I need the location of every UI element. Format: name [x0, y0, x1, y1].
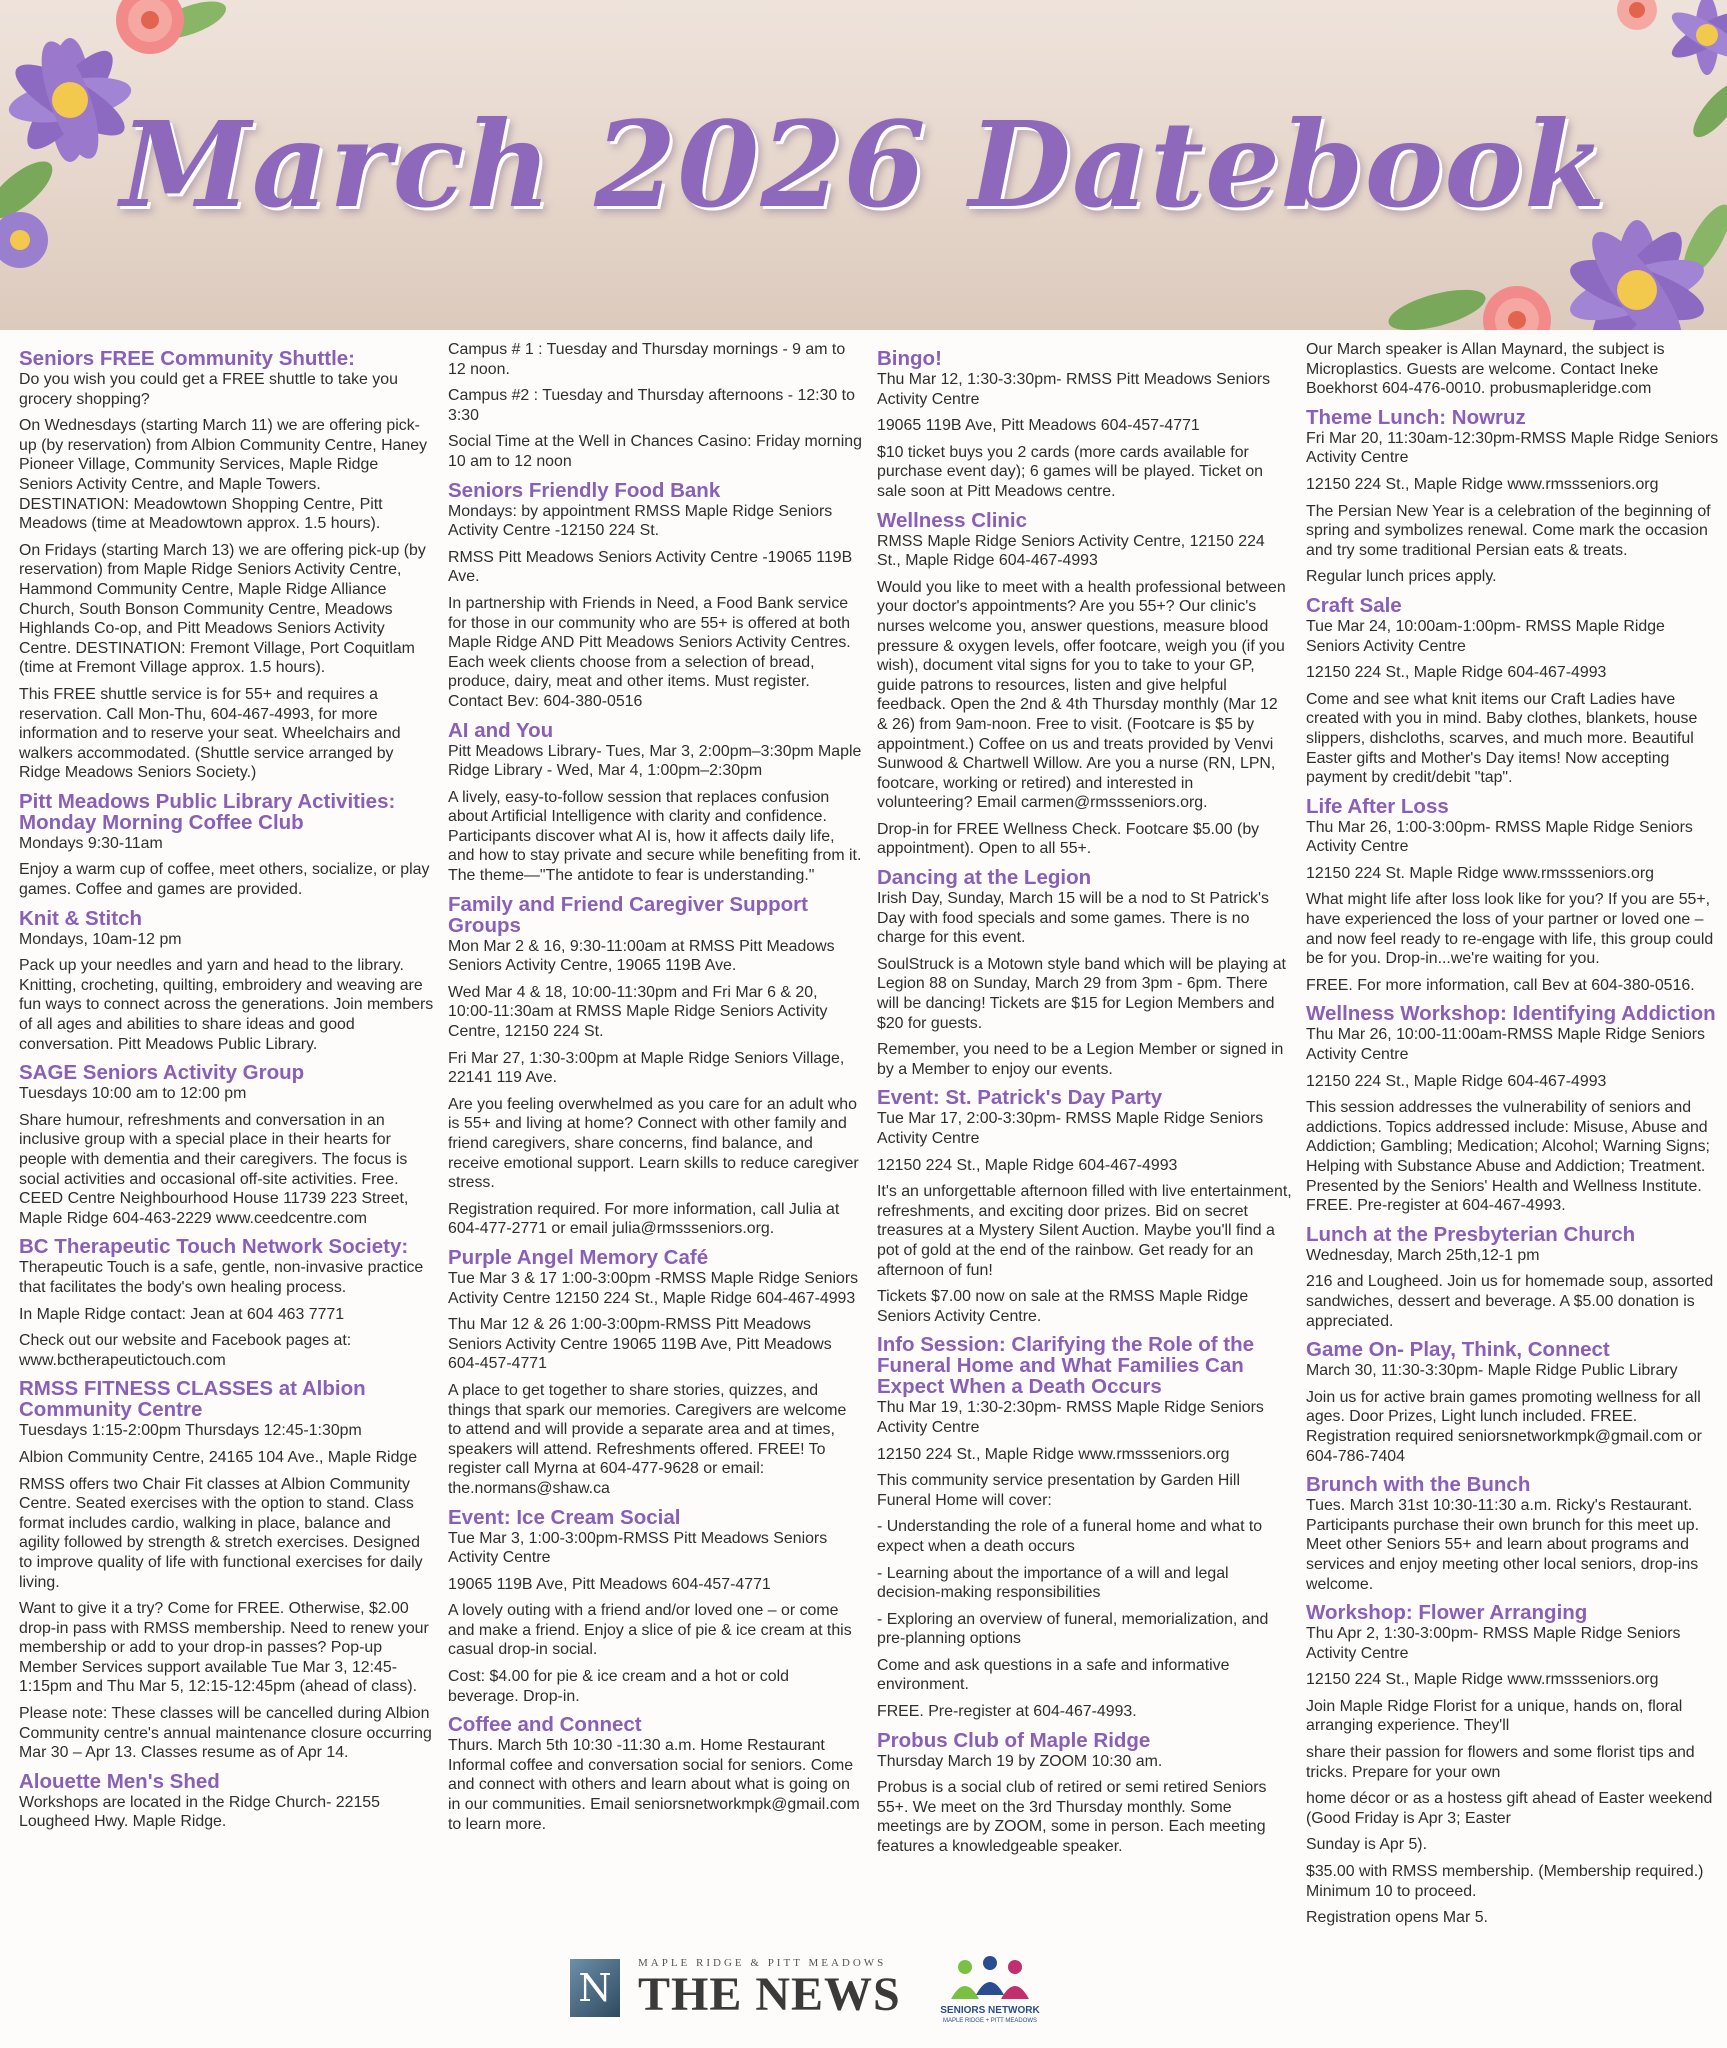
event-text: Please note: These classes will be cancelled during Albion Community centre's annual maintenance closure occurring Mar 30 – Apr 13. Classes resume as of Apr 14. — [19, 1705, 432, 1762]
event-heading: Seniors FREE Community Shuttle: — [19, 347, 355, 370]
event-heading: Seniors Friendly Food Bank — [448, 478, 721, 502]
event-text: Albion Community Centre, 24165 104 Ave., Maple Ridge — [19, 1448, 418, 1466]
event-text: 12150 224 St., Maple Ridge 604-467-4993 — [1306, 1072, 1607, 1090]
event-text: 19065 119B Ave, Pitt Meadows 604-457-4771 — [448, 1575, 771, 1593]
people-icon — [935, 1955, 1045, 2007]
event-text: Mondays 9:30-11am — [19, 834, 163, 852]
event-text: In Maple Ridge contact: Jean at 604 463 7771 — [19, 1305, 345, 1323]
news-logo-subtitle: MAPLE RIDGE & PITT MEADOWS — [638, 1957, 887, 1969]
event-text: Tuesdays 1:15-2:00pm Thursdays 12:45-1:30pm — [19, 1422, 362, 1440]
event-text: FREE. Pre-register at 604-467-4993. — [877, 1703, 1137, 1721]
event-text: Thu Mar 12, 1:30-3:30pm- RMSS Pitt Meadows Seniors Activity Centre — [877, 371, 1271, 408]
event-text: Thu Apr 2, 1:30-3:00pm- RMSS Maple Ridge Seniors Activity Centre — [1306, 1625, 1681, 1662]
event-text: home décor or as a hostess gift ahead of Easter weekend (Good Friday is Apr 3; Easter — [1306, 1790, 1713, 1827]
event-text: Fri Mar 27, 1:30-3:00pm at Maple Ridge Seniors Village, 22141 119 Ave. — [448, 1049, 845, 1087]
seniors-network-subtitle: MAPLE RIDGE + PITT MEADOWS — [942, 2018, 1038, 2024]
event-text: Sunday is Apr 5). — [1306, 1836, 1428, 1854]
event-heading: Pitt Meadows Public Library Activities: Monday Morning Coffee Club — [19, 789, 396, 834]
event-heading: Bingo! — [877, 347, 942, 370]
event-text: Our March speaker is Allan Maynard, the subject is Microplastics. Guests are welcome. Contact Ineke Boekhorst 604-476-0010. probusmapleridge.com — [1306, 341, 1665, 398]
event-text: 12150 224 St., Maple Ridge www.rmssseniors.org — [1306, 475, 1659, 493]
event-text: Mondays, 10am-12 pm — [19, 930, 182, 948]
event-text: Share humour, refreshments and conversation in an inclusive group with a special place in their hearts for people with dementia and their caregivers. The focus is social activities and occasional off-site activities. Free. CEED Centre Neighbourhood House 11739 223 Street, Maple Ridge 604-463-2229 www.ceedcentre.com — [19, 1111, 409, 1227]
event-text: Enjoy a warm cup of coffee, meet others, socialize, or play games. Coffee and games are provided. — [19, 861, 430, 899]
event-heading: Theme Lunch: Nowruz — [1306, 405, 1526, 429]
event-text: Probus is a social club of retired or semi retired Seniors 55+. We meet on the 3rd Thursday monthly. Some meetings are by ZOOM, some in person. Each meeting features a knowledgeable speaker. — [877, 1779, 1267, 1856]
event-heading: Wellness Clinic — [877, 508, 1028, 532]
event-heading: Dancing at the Legion — [877, 866, 1092, 890]
event-text: This session addresses the vulnerability of seniors and addictions. Topics addressed include: Misuse, Abuse and Addiction; Gambling; Medication; Alcohol; Warning Signs; Helping with Substance Abuse and Addiction; Treatment. Presented by the Seniors' Health and Wellness Institute. FREE. Pre-register at 604-467-4993. — [1306, 1099, 1710, 1215]
event-text: Join us for active brain games promoting wellness for all ages. Door Prizes, Light lunch included. FREE. Registration required seniorsnetworkmpk@gmail.com or 604-786-7404 — [1306, 1388, 1702, 1465]
event-heading: Lunch at the Presbyterian Church — [1306, 1222, 1636, 1246]
event-text: Wed Mar 4 & 18, 10:00-11:30pm and Fri Mar 6 & 20, 10:00-11:30am at RMSS Maple Ridge Seniors Activity Centre, 12150 224 St. — [448, 983, 828, 1041]
event-heading: Wellness Workshop: Identifying Addiction — [1306, 1002, 1716, 1026]
event-text: Tue Mar 17, 2:00-3:30pm- RMSS Maple Ridge Seniors Activity Centre — [877, 1110, 1264, 1147]
event-heading: Game On- Play, Think, Connect — [1306, 1338, 1610, 1362]
event-text: In partnership with Friends in Need, a Food Bank service for those in our community who are 55+ is offered at both Maple Ridge AND Pitt Meadows Seniors Activity Centres. Each week clients choose from a selection of bread, produce, dairy, meat and other items. Must register. Contact Bev: 604-380-0516 — [448, 594, 851, 710]
event-text: Mon Mar 2 & 16, 9:30-11:00am at RMSS Pitt Meadows Seniors Activity Centre, 19065 119B Ave. — [448, 937, 835, 975]
event-heading: Coffee and Connect — [448, 1713, 642, 1737]
event-text: Tues. March 31st 10:30-11:30 a.m. Ricky's Restaurant. Participants purchase their own brunch for this meet up. Meet other Seniors 55+ and learn about programs and services and enjoy meeting other local seniors, drop-ins welcome. — [1306, 1497, 1700, 1593]
event-heading: AI and You — [448, 718, 554, 742]
event-text: Registration required. For more information, call Julia at 604-477-2771 or email julia@rmssseniors.org. — [448, 1200, 840, 1238]
event-text: Campus # 1 : Tuesday and Thursday mornings - 9 am to 12 noon. — [448, 341, 846, 378]
event-text: 12150 224 St., Maple Ridge 604-467-4993 — [1306, 664, 1607, 682]
event-text: Thurs. March 5th 10:30 -11:30 a.m. Home Restaurant Informal coffee and conversation social for seniors. Come and connect with others and learn about what is going on in our communities. Email seniorsnetworkmpk@gmail.com to learn more. — [448, 1737, 860, 1833]
event-text: RMSS Maple Ridge Seniors Activity Centre, 12150 224 St., Maple Ridge 604-467-4993 — [877, 532, 1265, 570]
event-text: SoulStruck is a Motown style band which will be playing at Legion 88 on Sunday, March 29 from 3pm - 6pm. There will be dancing! Tickets are $15 for Legion Members and $20 for guests. — [877, 955, 1286, 1032]
event-text: Tue Mar 3, 1:00-3:00pm-RMSS Pitt Meadows Seniors Activity Centre — [448, 1529, 828, 1567]
event-text: Check out our website and Facebook pages at: www.bctherapeutictouch.com — [19, 1332, 352, 1369]
event-heading: Probus Club of Maple Ridge — [877, 1728, 1151, 1752]
event-text: Pack up your needles and yarn and head to the library. Knitting, crocheting, quilting, embroidery and weaving are fun ways to connect across the generations. Join members of all ages and abilities to share ideas and good conversation. Pitt Meadows Public Library. — [19, 957, 434, 1053]
event-text: Cost: $4.00 for pie & ice cream and a hot or cold beverage. Drop-in. — [448, 1668, 789, 1705]
event-text: FREE. For more information, call Bev at 604-380-0516. — [1306, 976, 1695, 994]
event-text: $35.00 with RMSS membership. (Membership required.) Minimum 10 to proceed. — [1306, 1863, 1704, 1900]
event-text: It's an unforgettable afternoon filled with live entertainment, refreshments, and exciting door prizes. Bid on secret treasures at a Mystery Silent Auction. Maybe you'll find a pot of gold at the end of the rainbow. Get ready for an afternoon of fun! — [877, 1183, 1292, 1279]
event-text: Thursday March 19 by ZOOM 10:30 am. — [877, 1752, 1163, 1770]
event-text: Campus #2 : Tuesday and Thursday afternoons - 12:30 to 3:30 — [448, 387, 855, 424]
event-text: Tuesdays 10:00 am to 12:00 pm — [19, 1085, 247, 1103]
event-heading: Purple Angel Memory Café — [448, 1245, 709, 1269]
event-text: Come and ask questions in a safe and informative environment. — [877, 1656, 1230, 1694]
event-text: A lovely outing with a friend and/or loved one – or come and make a friend. Enjoy a slice of pie & ice cream at this casual drop-in social. — [448, 1602, 852, 1659]
event-text: $10 ticket buys you 2 cards (more cards available for purchase event day); 6 games will be played. Ticket on sale soon at Pitt Meadows centre. — [877, 443, 1263, 500]
event-text: Pitt Meadows Library- Tues, Mar 3, 2:00pm–3:30pm Maple Ridge Library - Wed, Mar 4, 1:00pm–2:30pm — [448, 742, 862, 780]
event-heading: Workshop: Flower Arranging — [1306, 1601, 1588, 1625]
news-logo-icon: N — [570, 1959, 620, 2017]
event-heading: Life After Loss — [1306, 794, 1449, 818]
event-text: A lively, easy-to-follow session that replaces confusion about Artificial Intelligence with clarity and confidence. Participants discover what AI is, how it affects daily life, and how to stay private and secure while benefiting from it. The theme—"The antidote to fear is understanding." — [448, 788, 862, 885]
page-title: March 2026 Datebook — [120, 95, 1607, 234]
event-text: The Persian New Year is a celebration of the beginning of spring and symbolizes renewal. Come mark the occasion and try some traditional Persian eats & treats. — [1306, 502, 1711, 559]
event-text: Tue Mar 3 & 17 1:00-3:00pm -RMSS Maple Ridge Seniors Activity Centre 12150 224 St., Maple Ridge 604-467-4993 — [448, 1269, 859, 1307]
footer-logos — [570, 1955, 1050, 2035]
event-text: 12150 224 St. Maple Ridge www.rmssseniors.org — [1306, 864, 1654, 882]
event-text: A place to get together to share stories, quizzes, and things that spark our memories. Caregivers are welcome to attend and will provide a separate area and at times, speakers will attend. Refreshments offered. FREE! To register call Myrna at 604-477-9628 or email: the.normans@shaw.ca — [448, 1381, 847, 1497]
event-text: Want to give it a try? Come for FREE. Otherwise, $2.00 drop-in pass with RMSS membership. Need to renew your membership or add to your drop-in passes? Pop-up Member Services support available Tue Mar 3, 12:45-1:15pm and Thu Mar 5, 12:15-12:45pm (ahead of class). — [19, 1600, 429, 1696]
event-heading: Knit & Stitch — [19, 906, 142, 930]
event-text: Drop-in for FREE Wellness Check. Footcare $5.00 (by appointment). Open to all 55+. — [877, 820, 1260, 858]
event-heading: Alouette Men's Shed — [19, 1769, 220, 1793]
column-2 — [448, 340, 863, 1841]
event-text: 12150 224 St., Maple Ridge www.rmssseniors.org — [1306, 1671, 1659, 1689]
event-text: Remember, you need to be a Legion Member or signed in by a Member to enjoy our events. — [877, 1041, 1284, 1078]
seniors-network-logo — [935, 1955, 1045, 2031]
event-text: Wednesday, March 25th,12-1 pm — [1306, 1246, 1540, 1264]
event-text: - Learning about the importance of a will and legal decision-making responsibilities — [877, 1564, 1229, 1602]
event-text: share their passion for flowers and some florist tips and tricks. Prepare for your own — [1306, 1744, 1695, 1781]
event-text: Thu Mar 26, 1:00-3:00pm- RMSS Maple Ridge Seniors Activity Centre — [1306, 818, 1693, 856]
event-text: 216 and Lougheed. Join us for homemade soup, assorted sandwiches, dessert and beverage. A $5.00 donation is appreciated. — [1306, 1273, 1714, 1330]
event-text: Join Maple Ridge Florist for a unique, hands on, floral arranging experience. They'll — [1306, 1697, 1683, 1735]
seniors-network-name: SENIORS NETWORK — [940, 2005, 1040, 2016]
event-text: Do you wish you could get a FREE shuttle to take you grocery shopping? — [19, 371, 398, 408]
event-text: On Wednesdays (starting March 11) we are offering pick-up (by reservation) from Albion Community Centre, Haney Pioneer Village, Community Services, Maple Ridge Seniors Activity Centre, and Maple Towers. DESTINATION: Meadowtown Shopping Centre, Pitt Meadows (time at Meadowtown approx. 1.5 hours). — [19, 417, 428, 533]
event-text: Workshops are located in the Ridge Church- 22155 Lougheed Hwy. Maple Ridge. — [19, 1793, 380, 1831]
event-text: Would you like to meet with a health professional between your doctor's appointments? Are you 55+? Our clinic's nurses welcome you, answer questions, measure blood pressure & oxygen levels, offer footcare, weigh you (if you wish), document vital signs for you to take to your GP, guide patrons to resources, listen and give helpful feedback. Open the 2nd & 4th Thursday monthly (Mar 12 & 26) from 9am-noon. Free to visit. (Footcare is $5 by appointment.) Coffee on us and treats provided by Venvi Sunwood & Chartwell Willow. Are you a nurse (RN, LPN, footcare, working or retired) and interested in volunteering? Email carmen@rmssseniors.org. — [877, 578, 1286, 812]
column-3 — [877, 340, 1292, 1864]
event-text: Thu Mar 26, 10:00-11:00am-RMSS Maple Ridge Seniors Activity Centre — [1306, 1026, 1705, 1064]
event-heading: BC Therapeutic Touch Network Society: — [19, 1235, 409, 1259]
event-heading: RMSS FITNESS CLASSES at Albion Community Centre — [19, 1377, 366, 1422]
column-1 — [19, 340, 434, 1839]
event-text: What might life after loss look like for you? If you are 55+, have experienced the loss of your partner or loved one – and now feel ready to re-engage with life, this group could be for you. Drop-in...we're waiting for you. — [1306, 891, 1714, 968]
event-text: Regular lunch prices apply. — [1306, 568, 1497, 586]
event-heading: Info Session: Clarifying the Role of the Funeral Home and What Families Can Expect When a Death Occurs — [877, 1333, 1254, 1399]
event-text: March 30, 11:30-3:30pm- Maple Ridge Public Library — [1306, 1362, 1678, 1380]
event-text: On Fridays (starting March 13) we are offering pick-up (by reservation) from Maple Ridge Seniors Activity Centre, Hammond Community Centre, Maple Ridge Alliance Church, South Bonson Community Centre, Meadows Highlands Co-op, and Pitt Meadows Seniors Activity Centre. DESTINATION: Fremont Village, Port Coquitlam (time at Fremont Village approx. 1.5 hours). — [19, 541, 426, 677]
event-text: Tickets $7.00 now on sale at the RMSS Maple Ridge Seniors Activity Centre. — [877, 1288, 1249, 1325]
column-4 — [1306, 340, 1721, 1935]
event-text: This community service presentation by Garden Hill Funeral Home will cover: — [877, 1472, 1240, 1509]
event-heading: Craft Sale — [1306, 593, 1402, 617]
header-banner — [0, 0, 1727, 330]
event-text: - Understanding the role of a funeral home and what to expect when a death occurs — [877, 1518, 1263, 1555]
event-text: 19065 119B Ave, Pitt Meadows 604-457-4771 — [877, 417, 1200, 435]
event-heading: Event: St. Patrick's Day Party — [877, 1086, 1163, 1110]
event-text: Registration opens Mar 5. — [1306, 1909, 1488, 1927]
event-text: This FREE shuttle service is for 55+ and requires a reservation. Call Mon-Thu, 604-467-4993, for more information and to reserve your seat. Wheelchairs and walkers accommodated. (Shuttle service arranged by Ridge Meadows Seniors Society.) — [19, 685, 401, 782]
event-text: Fri Mar 20, 11:30am-12:30pm-RMSS Maple Ridge Seniors Activity Centre — [1306, 429, 1719, 467]
event-heading: SAGE Seniors Activity Group — [19, 1061, 305, 1085]
news-logo-title: THE NEWS — [638, 1968, 901, 2021]
event-heading: Family and Friend Caregiver Support Groups — [448, 892, 808, 937]
event-heading: Event: Ice Cream Social — [448, 1505, 681, 1529]
event-text: Thu Mar 12 & 26 1:00-3:00pm-RMSS Pitt Meadows Seniors Activity Centre 19065 119B Ave, Pitt Meadows 604-457-4771 — [448, 1316, 832, 1373]
event-text: 12150 224 St., Maple Ridge 604-467-4993 — [877, 1156, 1178, 1174]
event-text: 12150 224 St., Maple Ridge www.rmssseniors.org — [877, 1445, 1230, 1463]
event-text: Tue Mar 24, 10:00am-1:00pm- RMSS Maple Ridge Seniors Activity Centre — [1306, 617, 1665, 655]
event-text: RMSS Pitt Meadows Seniors Activity Centre -19065 119B Ave. — [448, 548, 853, 586]
event-text: Irish Day, Sunday, March 15 will be a nod to St Patrick's Day with food specials and some games. There is no charge for this event. — [877, 890, 1269, 947]
event-text: Therapeutic Touch is a safe, gentle, non-invasive practice that facilitates the body's own healing process. — [19, 1259, 424, 1296]
event-text: Come and see what knit items our Craft Ladies have created with you in mind. Baby clothes, blankets, house slippers, dishcloths, scarves, and much more. Beautiful Easter gifts and Mother's Day items! Now accepting payment by credit/debit "tap". — [1306, 690, 1698, 787]
event-text: RMSS offers two Chair Fit classes at Albion Community Centre. Seated exercises with the option to stand. Class format includes cardio, walking in place, balance and agility followed by strength & stretch exercises. Designed to improve quality of life with functional exercises for daily living. — [19, 1475, 423, 1591]
event-heading: Brunch with the Bunch — [1306, 1473, 1531, 1497]
event-text: Thu Mar 19, 1:30-2:30pm- RMSS Maple Ridge Seniors Activity Centre — [877, 1399, 1264, 1436]
event-text: Social Time at the Well in Chances Casino: Friday morning 10 am to 12 noon — [448, 433, 862, 470]
event-text: Are you feeling overwhelmed as you care for an adult who is 55+ and living at home? Connect with other family and friend caregivers, share concerns, find balance, and receive emotional support. Learn skills to reduce caregiver stress. — [448, 1095, 859, 1192]
event-text: - Exploring an overview of funeral, memorialization, and pre-planning options — [877, 1610, 1269, 1648]
event-text: Mondays: by appointment RMSS Maple Ridge Seniors Activity Centre -12150 224 St. — [448, 502, 833, 540]
